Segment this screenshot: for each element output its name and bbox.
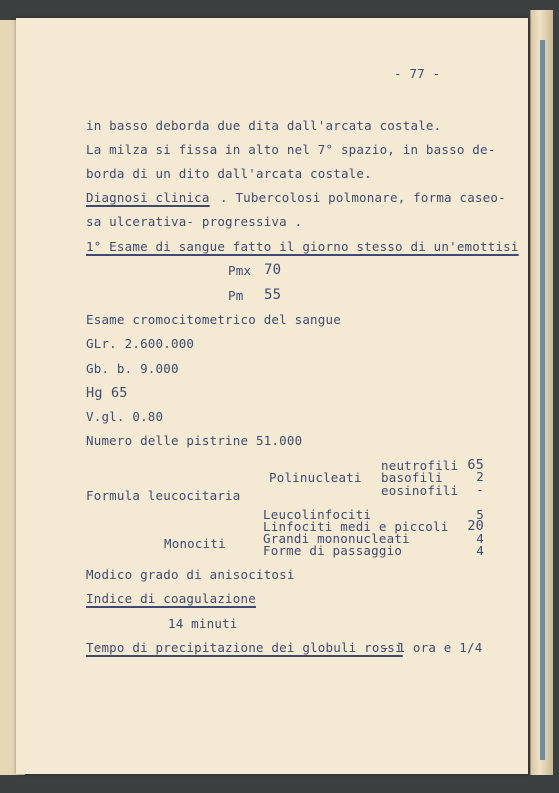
text-line: Numero delle pistrine 51.000 xyxy=(86,433,303,448)
text-line: Esame cromocitometrico del sangue xyxy=(86,312,341,327)
formula-label: Formula leucocitaria xyxy=(86,488,241,503)
linfociti-label: Linfociti medi e piccoli xyxy=(263,519,449,534)
leucolinfociti-label: Leucolinfociti xyxy=(263,507,372,522)
coagulazione-heading: Indice di coagulazione xyxy=(86,591,256,606)
eosinofili-label: eosinofili xyxy=(381,483,459,498)
basofili-value: 2 xyxy=(476,469,484,484)
text-line: V.gl. 0.80 xyxy=(86,409,164,424)
text-line: sa ulcerativa- progressiva . xyxy=(86,214,303,229)
neutrofili-value: 65 xyxy=(467,457,484,473)
forme-value: 4 xyxy=(476,543,484,558)
polinucleati-label: Polinucleati xyxy=(269,470,362,485)
text-line: Modico grado di anisocitosi xyxy=(86,567,295,582)
leucolinfociti-value: 5 xyxy=(476,507,484,522)
text-line: borda di un dito dall'arcata costale. xyxy=(86,166,372,181)
document-page xyxy=(16,18,528,774)
diagnosi-label: Diagnosi clinica xyxy=(86,190,210,205)
binder-stripe xyxy=(540,40,545,760)
basofili-label: basofili xyxy=(381,470,443,485)
pmin-value: 55 xyxy=(264,287,282,303)
esame-heading: 1° Esame di sangue fatto il giorno stesso di un'emottisi xyxy=(86,239,519,254)
grandi-value: 4 xyxy=(476,531,484,546)
forme-label: Forme di passaggio xyxy=(263,543,403,558)
monociti-label: Monociti xyxy=(164,536,226,551)
tempo-value: - 1 ora e 1/4 xyxy=(382,640,483,655)
page-number: - 77 - xyxy=(394,66,441,81)
linfociti-value: 20 xyxy=(467,518,484,534)
text-line: in basso deborda due dita dall'arcata costale. xyxy=(86,118,442,133)
neutrofili-label: neutrofili xyxy=(381,458,459,473)
text-line: GLr. 2.600.000 xyxy=(86,336,195,351)
tempo-heading: Tempo di precipitazione dei globuli rossi xyxy=(86,640,403,655)
text-line: La milza si fissa in alto nel 7° spazio, in basso de- xyxy=(86,142,496,157)
pmax-value: 70 xyxy=(264,262,282,278)
text-line: Hg 65 xyxy=(86,385,128,401)
eosinofili-value: - xyxy=(476,482,484,497)
pmin-label: Pm xyxy=(228,288,244,303)
text-line: 14 minuti xyxy=(168,616,238,631)
text-line: . Tubercolosi polmonare, forma caseo- xyxy=(220,190,506,205)
text-line: Gb. b. 9.000 xyxy=(86,361,179,376)
pmax-label: Pmx xyxy=(228,263,252,278)
grandi-label: Grandi mononucleati xyxy=(263,531,410,546)
